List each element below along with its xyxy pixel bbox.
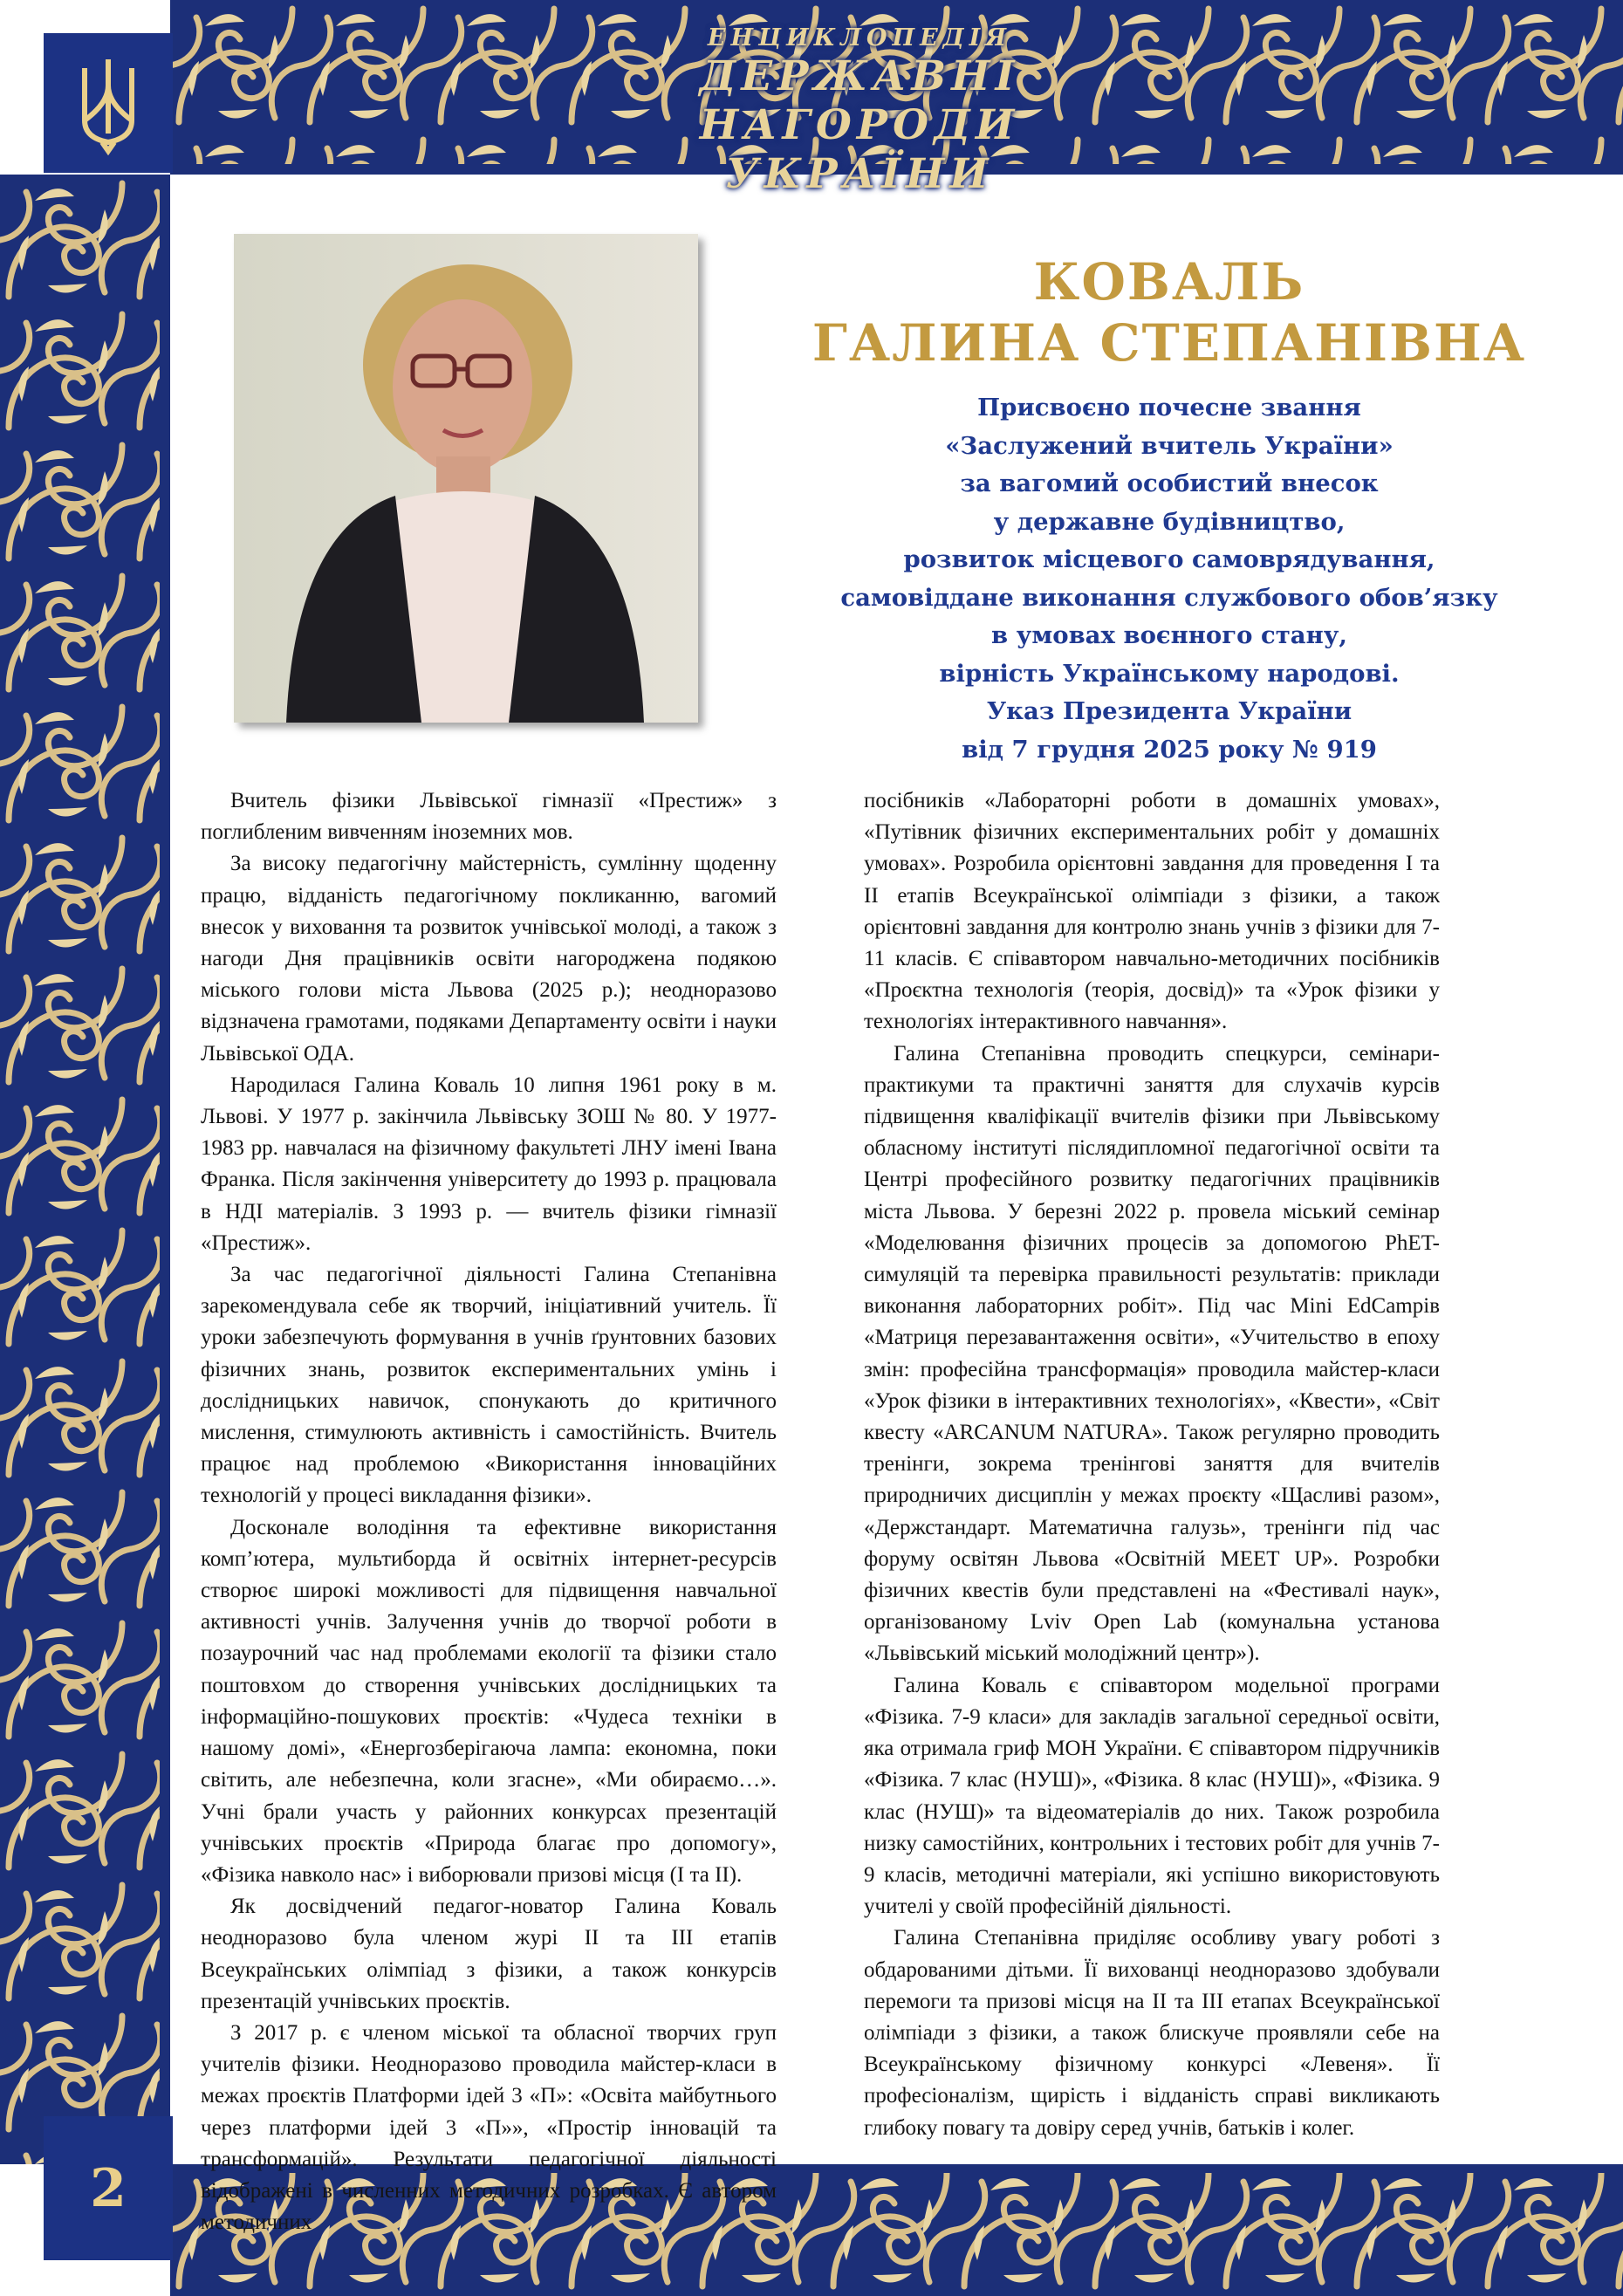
page-number-box — [44, 2116, 173, 2260]
paragraph: Галина Коваль є співавтором модельної програми «Фізика. 7-9 класи» для закладів загальної середньої освіти, яка отримала гриф МОН України. Є співавтором підручників «Фізика. 7 клас (НУШ)», «Фізика. 8 клас (НУШ)», «Фізика. 9 клас (НУШ)» та відеоматеріалів до них. Також розробила низку самостійних, контрольних і тестових робіт для учнів 7-9 класів, методичні матеріали, які успішно використовують учителі у своїй професійній діяльності. — [864, 1673, 1440, 1919]
series-small-title: ЕНЦИКЛОПЕДІЯ — [707, 24, 1012, 51]
paragraph: Вчитель фізики Львівської гімназії «Престиж» з поглибленим вивченням іноземних мов. — [201, 789, 777, 845]
paragraph-continued: посібників «Лабораторні роботи в домашніх умовах», «Путівник фізичних експериментальних робіт у домашніх умовах». Розробила орієнтовні завдання для проведення І та ІІ етапів Всеукраїнської олімпіади з фізики, а також орієнтовні завдання для контролю знань учнів з фізики для 7-11 класів. Є співавтором навчально-методичних посібників «Проєктна технологія (теорія, досвід)» та «Урок фізики у технологіях інтерактивного навчання». — [864, 789, 1440, 1034]
series-main-title: ДЕРЖАВНІ НАГОРОДИ — [699, 52, 1020, 149]
paragraph: Галина Степанівна проводить спецкурси, семінари-практикуми та практичні заняття для слухачів курсів підвищення кваліфікації вчителів фізики при Львівському обласному інституті післядипломної педагогічної освіти та Центрі професійного розвитку педагогічних працівників міста Львова. У березні 2022 р. провела міський семінар «Моделювання фізичних процесів за допомогою PhET-симуляцій та перевірка правильності результатів: приклади виконання лабораторних робіт». Під час Mini EdCampів «Матриця перезавантаження освіти», «Учительство в епоху змін: професійна трансформація» проводила майстер-класи «Урок фізики в інтерактивних технологіях», «Квести», «Світ квесту «ARCANUM NATURA». Також регулярно проводить тренінги, зокрема тренінгові заняття для вчителів природничих дисциплін у межах проєкту «Щасливі разом», «Держстандарт. Математична галузь», тренінги під час форуму освітян Львова «Освітній MEET UP». Розробки фізичних квестів були представлені на «Фестивалі наук», організованому Lviv Open Lab (комунальна установа «Львівський міський молодіжний центр»). — [864, 1041, 1440, 1666]
person-name — [733, 251, 1606, 374]
body-column-left — [201, 785, 777, 2238]
award-line: від 7 грудня 2025 року № 919 — [962, 735, 1377, 764]
paragraph: За час педагогічної діяльності Галина Степанівна зарекомендувала себе як творчий, ініціативний учитель. Її уроки забезпечують формування в учнів ґрунтовних базових фізичних знань, розвиток експериментальних умінь і дослідницьких навичок, спонукають до критичного мислення, стимулюють активність і самостійність. Вчитель працює над проблемою «Використання інноваційних технологій у процесі викладання фізики». — [201, 1263, 777, 1508]
paragraph: Досконале володіння та ефективне використання комп’ютера, мультиборда й освітніх інтернет-ресурсів створює широкі можливості для підвищення навчальної активності учнів. Залучення учнів до творчої роботи в позаурочний час над проблемами екології та фізики стало поштовхом до створення учнівських дослідницьких та інформаційно-пошукових проєктів: «Чудеса техніки в нашому домі», «Енергозберігаюча лампа: економна, поки світить, але небезпечна, коли згасне», «Ми обираємо…». Учні брали участь у районних конкурсах презентацій учнівських проєктів «Природа благає про допомогу», «Фізика навколо нас» і виборювали призові місця (І та ІІ). — [201, 1515, 777, 1887]
award-description — [733, 389, 1606, 769]
award-line: за вагомий особистий внесок — [960, 469, 1379, 497]
award-line: Присвоєно почесне звання — [977, 394, 1361, 422]
award-line: «Заслужений вчитель України» — [945, 431, 1394, 460]
paragraph: Народилася Галина Коваль 10 липня 1961 року в м. Львові. У 1977 р. закінчила Львівську ЗОШ № 80. У 1977-1983 рр. навчалася на фізичному факультеті ЛНУ імені Івана Франка. Після закінчення університету до 1993 р. працювала в НДІ матеріалів. З 1993 р. — вчитель фізики гімназії «Престиж». — [201, 1073, 777, 1255]
award-line: розвиток місцевого самоврядування, — [903, 545, 1435, 573]
paragraph: Галина Степанівна приділяє особливу увагу роботі з обдарованими дітьми. Її вихованці неодноразово здобували перемоги та призові місця на ІІ та ІІІ етапах Всеукраїнської олімпіади з фізики, а також блискуче проявляли себе на Всеукраїнському фізичному конкурсі «Левеня». Її професіоналізм, щирість і відданість справі викликають глибоку повагу та довіру серед учнів, батьків і колег. — [864, 1926, 1440, 2140]
award-line: у державне будівництво, — [993, 507, 1346, 536]
award-line: в умовах воєнного стану, — [991, 621, 1347, 649]
series-country-title: УКРАЇНИ — [725, 150, 994, 198]
given-names: ГАЛИНА СТЕПАНІВНА — [812, 313, 1527, 373]
paragraph: З 2017 р. є членом міської та обласної творчих груп учителів фізики. Неодноразово проводила майстер-класи в межах проєктів Платформи ідей 3 «П»: «Освіта майбутнього через платформи ідей 3 «П»», «Простір інновацій та трансформацій». Результати педагогічної діяльності відображені в численних методичних розробках. Є автором методичних — [201, 2020, 777, 2235]
award-line: самовіддане виконання службового обов’язку — [840, 583, 1498, 612]
paragraph: За високу педагогічну майстерність, сумлінну щоденну працю, відданість педагогічному покликанню, вагомий внесок у виховання та розвиток учнівської молоді, а також з нагоди Дня працівників освіти нагороджена подякою міського голови міста Львова (2025 р.); неодноразово відзначена грамотами, подяками Департаменту освіти і науки Львівської ОДА. — [201, 852, 777, 1066]
tryzub-icon — [78, 51, 139, 155]
encyclopedia-title — [576, 24, 1143, 198]
left-ornament-band — [0, 175, 170, 2164]
paragraph: Як досвідчений педагог-новатор Галина Коваль неодноразово була членом журі ІІ та ІІІ етапів Всеукраїнських олімпіад з фізики, а також конкурсів презентацій учнівських проєктів. — [201, 1895, 777, 2013]
portrait-photo — [234, 234, 698, 723]
award-line: Указ Президента України — [986, 697, 1352, 725]
page-number: 2 — [90, 2157, 127, 2219]
award-line: вірність Українському народові. — [939, 659, 1400, 688]
surname: КОВАЛЬ — [1033, 252, 1305, 312]
coat-of-arms-box — [44, 33, 173, 173]
body-column-right — [864, 785, 1440, 2144]
